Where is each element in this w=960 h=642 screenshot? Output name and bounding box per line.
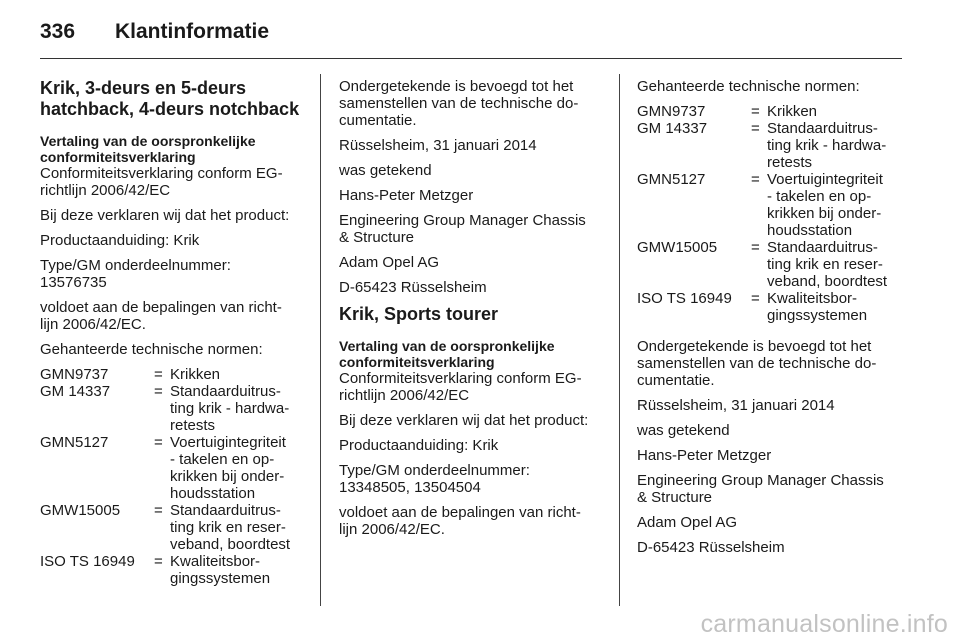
paragraph: Engineering Group Manager Chassis & Structure	[339, 212, 586, 246]
norm-code: ISO TS 16949	[40, 553, 135, 570]
paragraph: Adam Opel AG	[339, 254, 440, 271]
paragraph: Gehanteerde technische normen:	[637, 78, 860, 95]
norm-code: GMN9737	[40, 366, 109, 383]
paragraph: Hans-Peter Metzger	[339, 187, 474, 204]
norm-code: GM 14337	[637, 120, 708, 137]
norm-description: Krikken	[170, 366, 221, 383]
column-2	[339, 78, 605, 546]
section-subheading: Vertaling van de oorspronkelijke conformiteitsverklaring	[40, 133, 256, 165]
norm-equals: =	[751, 103, 760, 120]
paragraph: Bij deze verklaren wij dat het product:	[40, 207, 290, 224]
norm-code: GMN9737	[637, 103, 706, 120]
paragraph: Type/GM onderdeelnummer: 13576735	[40, 257, 231, 291]
norm-equals: =	[154, 502, 163, 519]
norm-description: Standaarduitrus- ting krik en reser- veband, boordtest	[767, 239, 888, 290]
paragraph: Productaanduiding: Krik	[339, 437, 499, 454]
norm-description: Kwaliteitsbor- gingssystemen	[767, 290, 868, 324]
norm-row	[637, 290, 903, 324]
paragraph: D-65423 Rüsselsheim	[339, 279, 487, 296]
norm-row	[40, 434, 306, 502]
paragraph: Productaanduiding: Krik	[40, 232, 200, 249]
section-heading: Krik, 3-deurs en 5-deurs hatchback, 4-deurs notchback	[40, 78, 300, 119]
norm-equals: =	[154, 434, 163, 451]
norm-equals: =	[154, 383, 163, 400]
norm-description: Voertuigintegriteit - takelen en op- krikken bij onder- houdsstation	[767, 171, 883, 239]
paragraph: voldoet aan de bepalingen van richt- lijn 2006/42/EC.	[339, 504, 581, 538]
norm-row	[637, 239, 903, 290]
norm-code: GMN5127	[40, 434, 109, 451]
norm-equals: =	[154, 366, 163, 383]
page-number: 336	[40, 20, 76, 43]
norm-equals: =	[751, 290, 760, 307]
norm-code: GMN5127	[637, 171, 706, 188]
norm-equals: =	[751, 120, 760, 137]
norm-code: ISO TS 16949	[637, 290, 732, 307]
norm-description: Standaarduitrus- ting krik - hardwa- retests	[170, 383, 290, 434]
paragraph: Rüsselsheim, 31 januari 2014	[339, 137, 537, 154]
norm-code: GMW15005	[40, 502, 121, 519]
norm-description: Voertuigintegriteit - takelen en op- krikken bij onder- houdsstation	[170, 434, 286, 502]
norm-description: Standaarduitrus- ting krik - hardwa- retests	[767, 120, 887, 171]
paragraph: Hans-Peter Metzger	[637, 447, 772, 464]
norm-row	[40, 366, 306, 383]
paragraph: Ondergetekende is bevoegd tot het samenstellen van de technische do- cumentatie.	[339, 78, 579, 129]
paragraph: Conformiteitsverklaring conform EG- richtlijn 2006/42/EC	[339, 370, 582, 404]
section-subheading: Vertaling van de oorspronkelijke conformiteitsverklaring	[339, 338, 555, 370]
norm-row	[637, 103, 903, 120]
norm-equals: =	[154, 553, 163, 570]
paragraph: Engineering Group Manager Chassis & Structure	[637, 472, 884, 506]
page-title: Klantinformatie	[115, 20, 270, 43]
norm-description: Kwaliteitsbor- gingssystemen	[170, 553, 271, 587]
column-3	[637, 78, 903, 564]
section-heading: Krik, Sports tourer	[339, 304, 499, 324]
paragraph: was getekend	[339, 162, 432, 179]
paragraph: was getekend	[637, 422, 730, 439]
watermark: carmanualsonline.info	[700, 610, 948, 638]
norm-description: Standaarduitrus- ting krik en reser- veband, boordtest	[170, 502, 291, 553]
norm-code: GM 14337	[40, 383, 111, 400]
column-divider	[320, 74, 321, 606]
column-1	[40, 78, 306, 601]
norms-table	[637, 103, 903, 324]
norm-code: GMW15005	[637, 239, 718, 256]
norm-row	[637, 120, 903, 171]
paragraph: Adam Opel AG	[637, 514, 738, 531]
column-divider	[619, 74, 620, 606]
norm-row	[637, 171, 903, 239]
paragraph: D-65423 Rüsselsheim	[637, 539, 785, 556]
norm-row	[40, 383, 306, 434]
norm-description: Krikken	[767, 103, 818, 120]
norm-row	[40, 553, 306, 587]
norm-equals: =	[751, 239, 760, 256]
paragraph: Type/GM onderdeelnummer: 13348505, 13504504	[339, 462, 530, 496]
norm-equals: =	[751, 171, 760, 188]
header-divider	[40, 58, 902, 59]
norm-row	[40, 502, 306, 553]
paragraph: Conformiteitsverklaring conform EG- richtlijn 2006/42/EC	[40, 165, 283, 199]
paragraph: Gehanteerde technische normen:	[40, 341, 263, 358]
paragraph: Bij deze verklaren wij dat het product:	[339, 412, 589, 429]
norms-table	[40, 366, 306, 587]
paragraph: Ondergetekende is bevoegd tot het samenstellen van de technische do- cumentatie.	[637, 338, 877, 389]
paragraph: Rüsselsheim, 31 januari 2014	[637, 397, 835, 414]
paragraph: voldoet aan de bepalingen van richt- lijn 2006/42/EC.	[40, 299, 282, 333]
